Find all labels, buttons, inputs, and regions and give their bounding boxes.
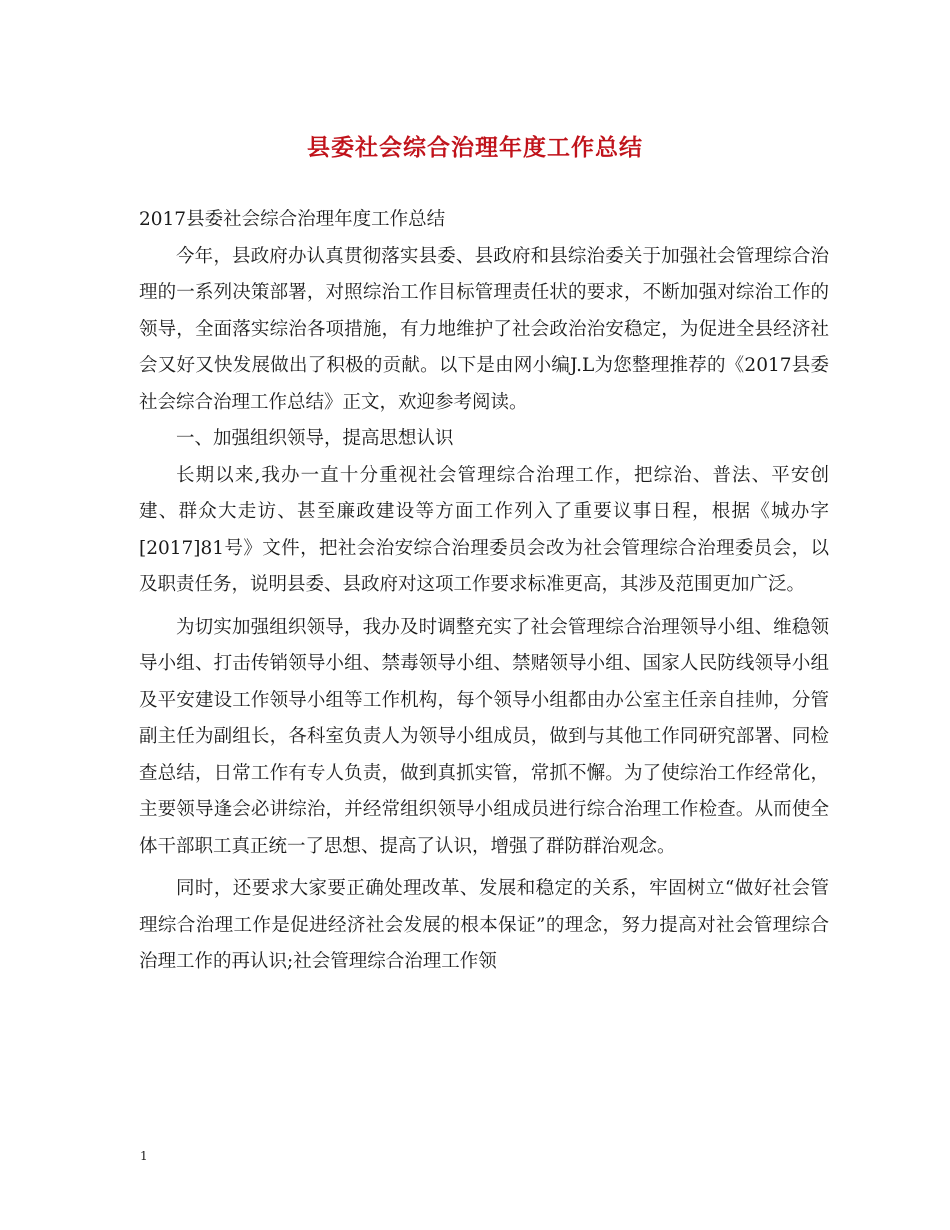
- paragraph-intro: 今年，县政府办认真贯彻落实县委、县政府和县综治委关于加强社会管理综合治理的一系列决策部署，对照综治工作目标管理责任状的要求，不断加强对综治工作的领导，全面落实综治各项措施，有力地维护了社会政治治安稳定，为促进全县经济社会又好又快发展做出了积极的贡献。以下是由网小编J.L为您整理推荐的《2017县委社会综合治理工作总结》正文，欢迎参考阅读。: [139, 245, 829, 413]
- paragraph-body: 为切实加强组织领导，我办及时调整充实了社会管理综合治理领导小组、维稳领导小组、打击传销领导小组、禁毒领导小组、禁赌领导小组、国家人民防线领导小组及平安建设工作领导小组等工作机构，每个领导小组都由办公室主任亲自挂帅，分管副主任为副组长，各科室负责人为领导小组成员，做到与其他工作同研究部署、同检查总结，日常工作有专人负责，做到真抓实管，常抓不懈。为了使综治工作经常化，主要领导逢会必讲综治，并经常组织领导小组成员进行综合治理工作检查。从而使全体干部职工真正统一了思想、提高了认识，增强了群防群治观念。: [139, 616, 829, 857]
- section-heading: 一、加强组织领导，提高思想认识: [176, 428, 454, 449]
- document-body: [139, 202, 829, 981]
- document-subtitle: 2017县委社会综合治理年度工作总结: [139, 209, 446, 230]
- paragraph-body: 同时，还要求大家要正确处理改革、发展和稳定的关系，牢固树立“做好社会管理综合治理工作是促进经济社会发展的根本保证”的理念，努力提高对社会管理综合治理工作的再认识;社会管理综合治理工作领: [139, 878, 829, 972]
- document-title: 县委社会综合治理年度工作总结: [307, 134, 643, 161]
- page-number: 1: [140, 1149, 148, 1163]
- paragraph-body: 长期以来,我办一直十分重视社会管理综合治理工作，把综治、普法、平安创建、群众大走访、甚至廉政建设等方面工作列入了重要议事日程，根据《城办字 [2017]81号》文件，把社会治安综合治理委员会改为社会管理综合治理委员会，以及职责任务，说明县委、县政府对这项工作要求标准更高，其涉及范围更加广泛。: [139, 464, 829, 595]
